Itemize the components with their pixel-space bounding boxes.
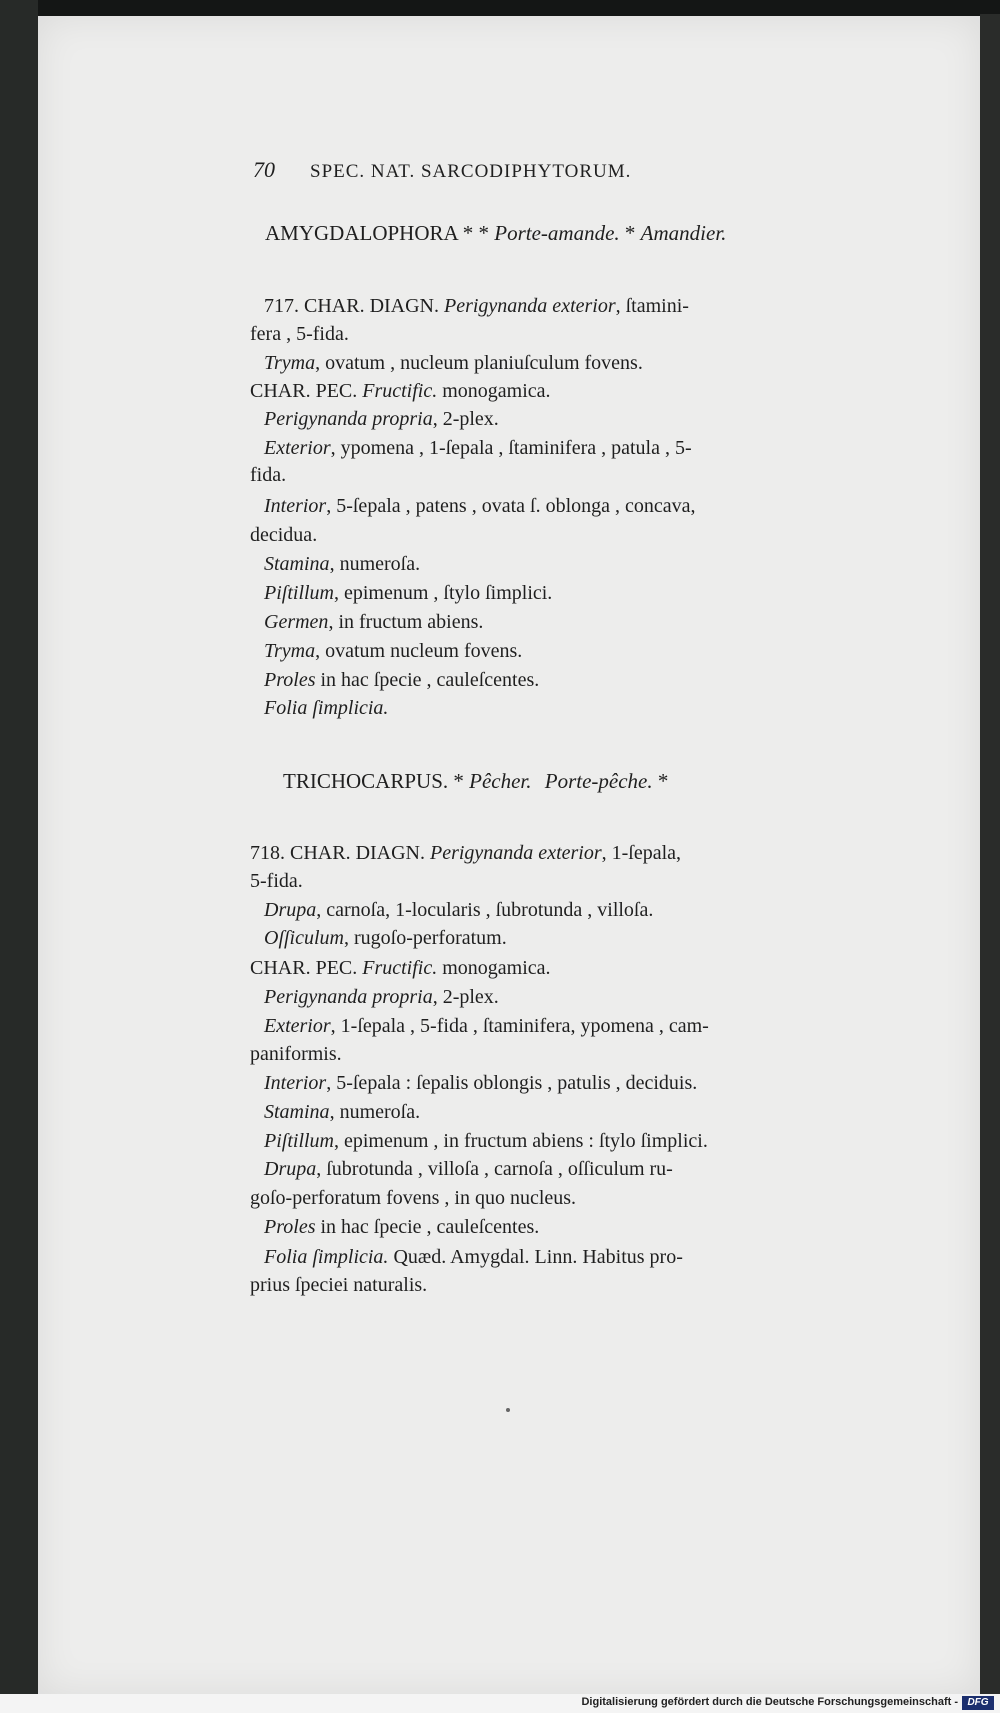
scan-top-border xyxy=(0,0,1000,16)
scan-right-border xyxy=(980,14,1000,1694)
text-line: Exterior, 1-ſepala , 5-fida , ſtaminifera, ypomena , cam- xyxy=(264,1015,709,1037)
text-line: Perigynanda propria, 2-plex. xyxy=(264,408,499,430)
text-line: Germen, in fructum abiens. xyxy=(264,611,484,633)
text-line: 717. CHAR. DIAGN. Perigynanda exterior, ſtamini- xyxy=(264,295,689,317)
text-line: Folia ſimplicia. xyxy=(264,697,389,719)
page-header xyxy=(253,158,631,184)
text-line: Tryma, ovatum , nucleum planiuſculum fovens. xyxy=(264,352,643,374)
text-line: prius ſpeciei naturalis. xyxy=(250,1274,428,1296)
text-line: 5-fida. xyxy=(250,870,303,892)
text-line: Stamina, numeroſa. xyxy=(264,553,421,575)
running-title: SPEC. NAT. SARCODIPHYTORUM. xyxy=(310,161,632,182)
genus-name: TRICHOCARPUS. xyxy=(283,769,449,793)
book-page xyxy=(38,16,980,1695)
text-line: Exterior, ypomena , 1-ſepala , ſtaminifera , patula , 5- xyxy=(264,437,692,459)
ink-spot xyxy=(506,1408,510,1412)
text-line: Drupa, carnoſa, 1-locularis , ſubrotunda , villoſa. xyxy=(264,899,654,921)
text-line: Tryma, ovatum nucleum fovens. xyxy=(264,640,523,662)
section-title-amygdalophora: AMYGDALOPHORA * * Porte-amande. * Amandier. xyxy=(265,221,727,245)
text-line: Folia ſimplicia. Quæd. Amygdal. Linn. Habitus pro- xyxy=(264,1246,683,1268)
funding-note: Digitalisierung gefördert durch die Deutsche Forschungsgemeinschaft - xyxy=(581,1696,958,1708)
text-line: fida. xyxy=(250,464,287,486)
text-line: Stamina, numeroſa. xyxy=(264,1101,421,1123)
text-line: fera , 5-fida. xyxy=(250,323,349,345)
entry-number: 718. xyxy=(250,842,285,864)
text-line: Proles in hac ſpecie , cauleſcentes. xyxy=(264,1216,540,1238)
text-line: Interior, 5-ſepala , patens , ovata ſ. oblonga , concava, xyxy=(264,495,696,517)
section-title-trichocarpus: TRICHOCARPUS. * Pêcher. Porte-pêche. * xyxy=(283,769,669,793)
page-number: 70 xyxy=(253,157,275,182)
text-line: CHAR. PEC. Fructific. monogamica. xyxy=(250,380,551,402)
text-line: Oſſiculum, rugoſo-perforatum. xyxy=(264,927,507,949)
text-line: 718. CHAR. DIAGN. Perigynanda exterior, 1-ſepala, xyxy=(250,842,682,864)
text-line: Drupa, ſubrotunda , villoſa , carnoſa , oſſiculum ru- xyxy=(264,1158,673,1180)
text-line: paniformis. xyxy=(250,1043,342,1065)
text-line: Proles in hac ſpecie , cauleſcentes. xyxy=(264,669,540,691)
digitization-footer xyxy=(0,1694,1000,1713)
text-line: Interior, 5-ſepala : ſepalis oblongis , patulis , deciduis. xyxy=(264,1072,698,1094)
entry-number: 717. xyxy=(264,295,299,317)
text-line: goſo-perforatum fovens , in quo nucleus. xyxy=(250,1187,577,1209)
scan-left-border xyxy=(0,0,38,1713)
text-line: Piſtillum, epimenum , ſtylo ſimplici. xyxy=(264,582,553,604)
text-line: decidua. xyxy=(250,524,318,546)
text-line: Piſtillum, epimenum , in fructum abiens : ſtylo ſimplici. xyxy=(264,1130,708,1152)
text-line: CHAR. PEC. Fructific. monogamica. xyxy=(250,957,551,979)
text-line: Perigynanda propria, 2-plex. xyxy=(264,986,499,1008)
genus-name: AMYGDALOPHORA xyxy=(265,221,458,245)
dfg-logo-icon: DFG xyxy=(962,1696,994,1710)
